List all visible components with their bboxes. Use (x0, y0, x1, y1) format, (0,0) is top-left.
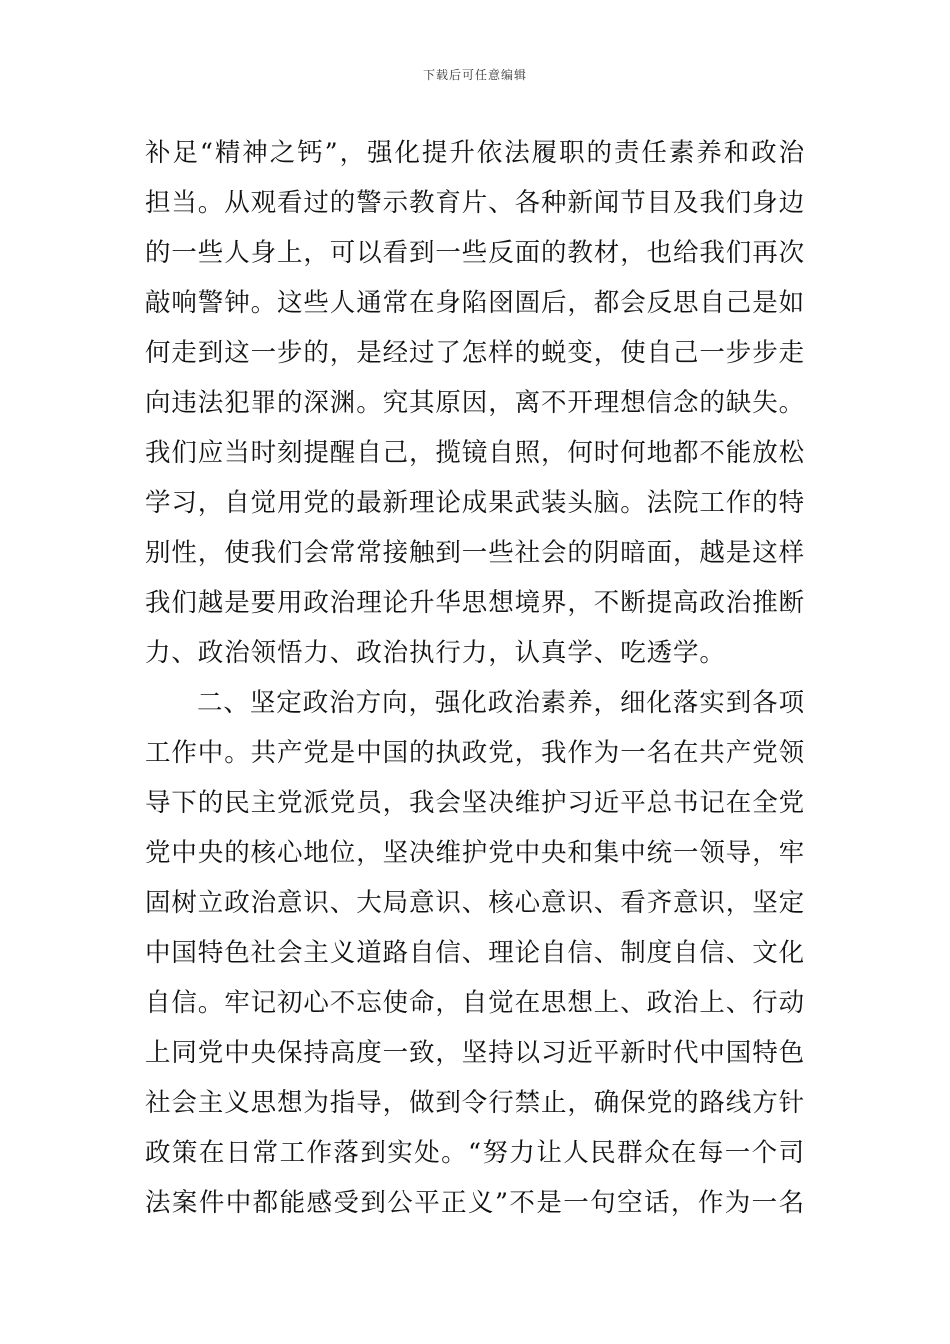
document-body (145, 128, 805, 1228)
text-line: 担当。从观看过的警示教育片、各种新闻节目及我们身边 (145, 188, 806, 218)
text-line: 固树立政治意识、大局意识、核心意识、看齐意识，坚定 (145, 888, 806, 918)
text-line: 何走到这一步的，是经过了怎样的蜕变，使自己一步步走 (145, 338, 806, 368)
text-line: 学习，自觉用党的最新理论成果武装头脑。法院工作的特 (145, 488, 806, 518)
text-line: 二、坚定政治方向，强化政治素养，细化落实到各项 (197, 688, 805, 718)
text-line: 自信。牢记初心不忘使命，自觉在思想上、政治上、行动 (145, 988, 806, 1018)
text-line: 敲响警钟。这些人通常在身陷囹圄后，都会反思自己是如 (145, 288, 806, 318)
text-line: 向违法犯罪的深渊。究其原因，离不开理想信念的缺失。 (145, 388, 806, 418)
text-line: 上同党中央保持高度一致，坚持以习近平新时代中国特色 (145, 1038, 806, 1068)
text-line: 法案件中都能感受到公平正义”不是一句空话，作为一名 (145, 1188, 805, 1218)
text-line: 我们应当时刻提醒自己，揽镜自照，何时何地都不能放松 (145, 438, 806, 468)
text-line: 中国特色社会主义道路自信、理论自信、制度自信、文化 (145, 938, 806, 968)
text-line: 别性，使我们会常常接触到一些社会的阴暗面，越是这样 (145, 538, 806, 568)
text-line: 补足“精神之钙”，强化提升依法履职的责任素养和政治 (145, 138, 805, 168)
text-line: 党中央的核心地位，坚决维护党中央和集中统一领导，牢 (145, 838, 806, 868)
text-line: 力、政治领悟力、政治执行力，认真学、吃透学。 (145, 638, 726, 668)
text-line: 我们越是要用政治理论升华思想境界，不断提高政治推断 (145, 588, 806, 618)
text-line: 政策在日常工作落到实处。“努力让人民群众在每一个司 (145, 1138, 805, 1168)
text-line: 社会主义思想为指导，做到令行禁止，确保党的路线方针 (145, 1088, 806, 1118)
page-header: 下载后可任意编辑 (422, 68, 527, 82)
text-line: 工作中。共产党是中国的执政党，我作为一名在共产党领 (145, 738, 806, 768)
text-line: 导下的民主党派党员，我会坚决维护习近平总书记在全党 (145, 788, 806, 818)
text-line: 的一些人身上，可以看到一些反面的教材，也给我们再次 (145, 238, 806, 268)
